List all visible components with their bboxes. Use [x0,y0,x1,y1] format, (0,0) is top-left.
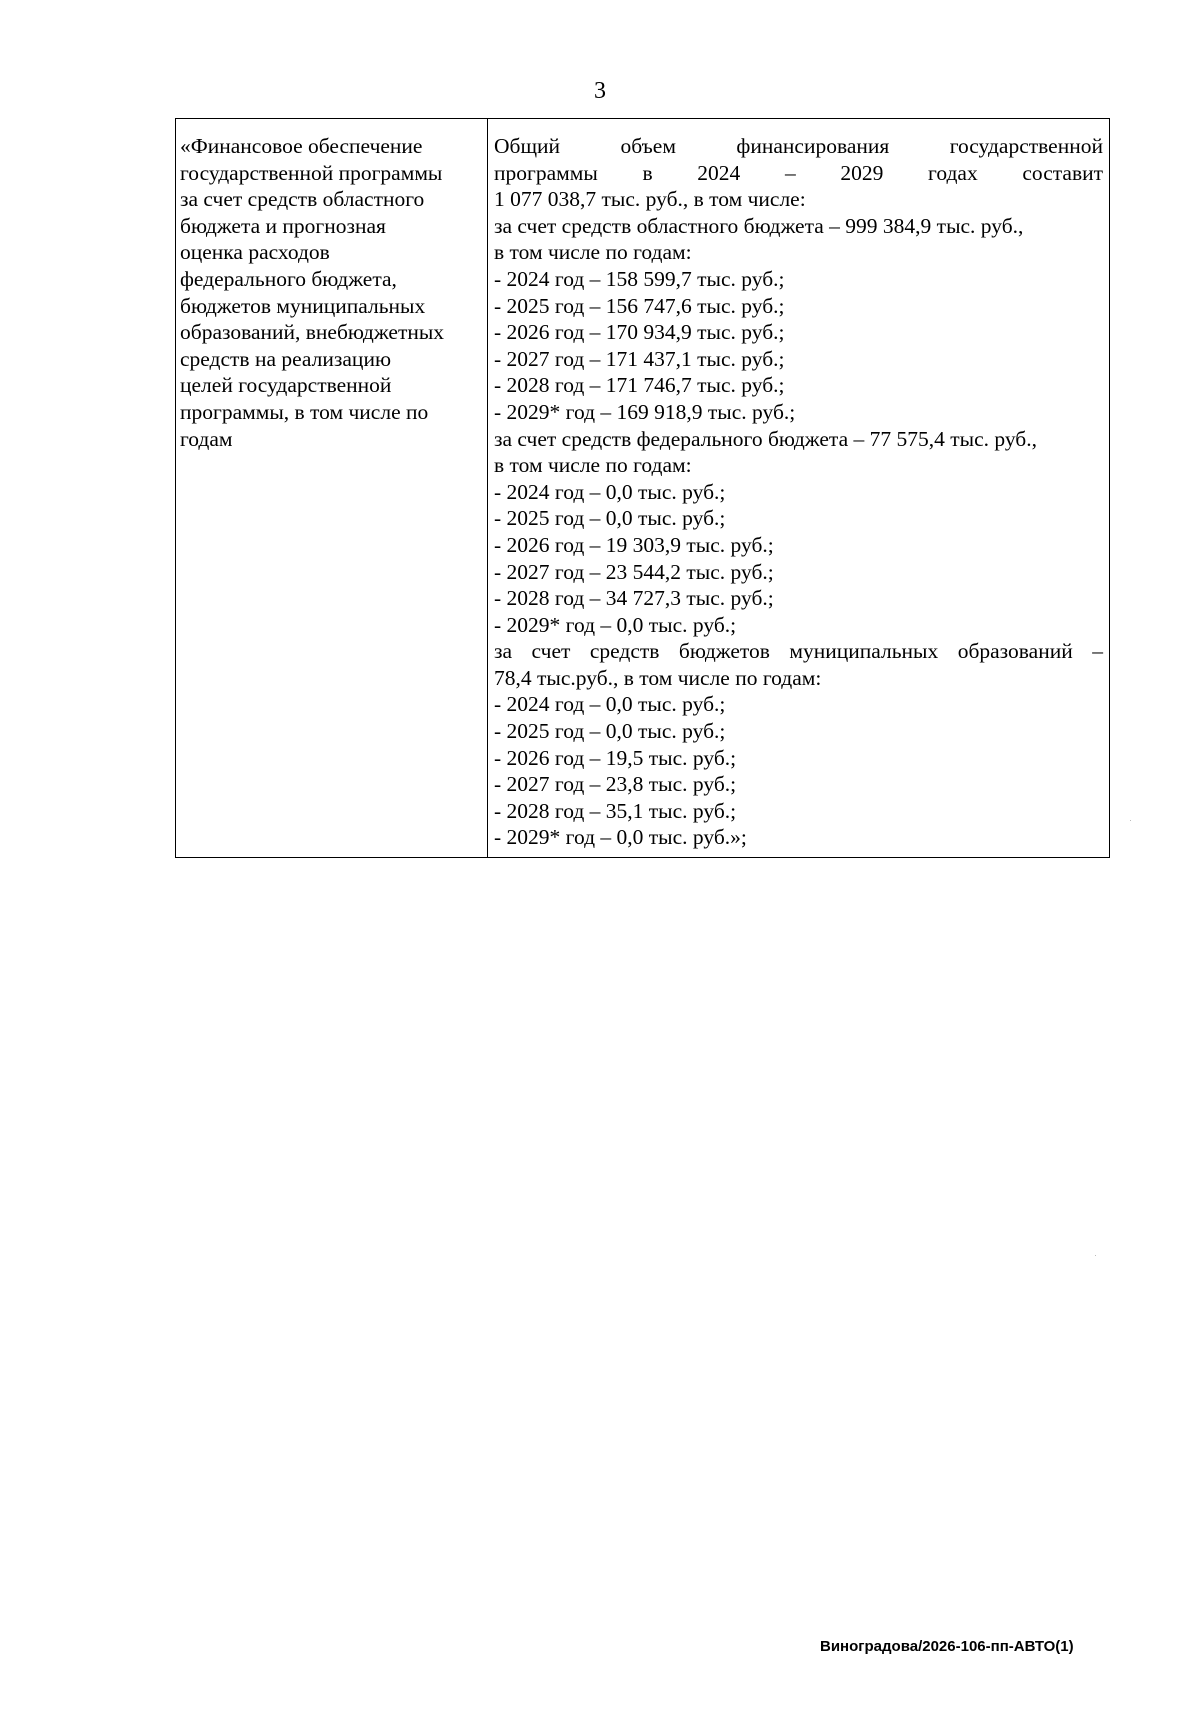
intro-word: 2024 [697,160,741,185]
left-cell-line: программы, в том числе по [180,399,429,424]
document-footer-id: Виноградова/2026-106-пп-АВТО(1) [820,1638,1074,1655]
left-cell-line: образований, внебюджетных [180,320,445,345]
left-cell-line: бюджетов муниципальных [180,293,426,318]
regional-budget-header: за счет средств областного бюджета – 999 384,9 тыс. руб., [494,213,1024,238]
municipal-budget-header [494,638,1103,665]
scan-speck [1095,1255,1096,1256]
intro-word: 2029 [840,160,884,185]
left-cell-line: «Финансовое обеспечение [180,134,423,158]
intro-word: годах [928,160,978,185]
left-cell-line: средств на реализацию [180,346,392,371]
municipal-year-line: - 2027 год – 23,8 тыс. руб.; [494,772,737,797]
intro-word: составит [1022,160,1103,185]
municipal-year-line: - 2026 год – 19,5 тыс. руб.; [494,745,737,770]
federal-year-line: - 2026 год – 19 303,9 тыс. руб.; [494,532,774,557]
municipal-header-word: за [494,639,513,664]
left-cell-line: бюджета и прогнозная [180,213,386,238]
federal-year-line: - 2028 год – 34 727,3 тыс. руб.; [494,586,774,611]
left-cell-line: целей государственной [180,373,392,398]
table-left-cell [176,119,488,857]
municipal-budget-subheader: 78,4 тыс.руб., в том числе по годам: [494,665,822,690]
regional-year-line: - 2026 год – 170 934,9 тыс. руб.; [494,320,785,345]
financing-table [175,118,1110,858]
regional-budget-subheader: в том числе по годам: [494,240,692,265]
intro-word: программы [494,160,598,185]
intro-word: Общий [494,134,561,158]
left-cell-line: федерального бюджета, [180,266,397,291]
federal-year-line: - 2025 год – 0,0 тыс. руб.; [494,506,726,531]
municipal-year-line: - 2025 год – 0,0 тыс. руб.; [494,719,726,744]
intro-row-2 [494,160,1103,187]
regional-year-line: - 2029* год – 169 918,9 тыс. руб.; [494,399,796,424]
table-right-cell [488,119,1109,857]
federal-year-line: - 2027 год – 23 544,2 тыс. руб.; [494,559,774,584]
municipal-header-word: муниципальных [789,639,939,664]
municipal-header-word: – [1092,639,1103,664]
regional-year-line: - 2025 год – 156 747,6 тыс. руб.; [494,293,785,318]
regional-year-line: - 2024 год – 158 599,7 тыс. руб.; [494,266,785,291]
intro-word: – [784,160,796,185]
left-cell-line: годам [180,426,233,451]
regional-year-line: - 2028 год – 171 746,7 тыс. руб.; [494,373,785,398]
federal-budget-subheader: в том числе по годам: [494,453,692,478]
municipal-header-word: средств [589,639,660,664]
left-cell-line: за счет средств областного [180,187,425,212]
page-number: 3 [594,78,606,104]
intro-row-1 [494,133,1103,160]
regional-year-line: - 2027 год – 171 437,1 тыс. руб.; [494,346,785,371]
intro-word: в [642,160,653,185]
total-line: 1 077 038,7 тыс. руб., в том числе: [494,187,806,212]
left-cell-line: оценка расходов [180,240,330,265]
municipal-year-line: - 2024 год – 0,0 тыс. руб.; [494,692,726,717]
federal-budget-header: за счет средств федерального бюджета – 77 575,4 тыс. руб., [494,426,1038,451]
municipal-header-word: бюджетов [678,639,770,664]
federal-year-line: - 2024 год – 0,0 тыс. руб.; [494,479,726,504]
municipal-header-word: образований [957,639,1073,664]
municipal-year-line: - 2028 год – 35,1 тыс. руб.; [494,798,737,823]
scan-speck [1130,820,1131,821]
intro-word: финансирования [736,134,890,158]
municipal-year-line: - 2029* год – 0,0 тыс. руб.»; [494,825,747,850]
federal-year-line: - 2029* год – 0,0 тыс. руб.; [494,612,737,637]
left-cell-line: государственной программы [180,160,443,185]
municipal-header-word: счет [531,639,571,664]
intro-word: государственной [949,134,1103,158]
intro-word: объем [620,134,676,158]
